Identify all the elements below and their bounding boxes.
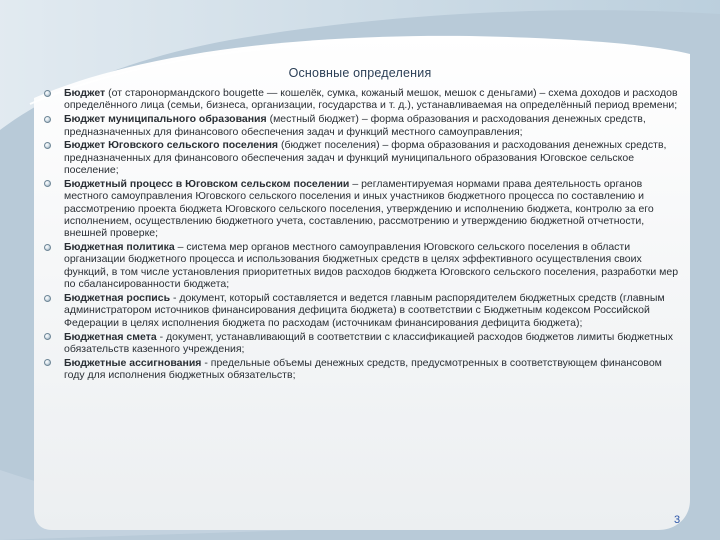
- bullet-icon: [44, 142, 51, 149]
- slide-title: Основные определения: [288, 66, 432, 80]
- page-number: 3: [674, 514, 681, 526]
- definition-item: [44, 87, 684, 112]
- definition-text: – регламентируемая нормами права деятельность органов местного самоуправления Юговского сельского поселения и иных участников бюджетного процесса по составлению и рассмотрению проекта бюджета Юговского сельского поселения, утверждению и исполнению бюджета, контролю за его исполнением, осуществлению бюджетного учета, составлению, рассмотрению и утверждению бюджетной отчетности, внешней проверке;: [64, 177, 654, 240]
- definition-item: [44, 241, 684, 290]
- definition-text: – система мер органов местного самоуправления Юговского сельского поселения в области организации бюджетного процесса и использования бюджетных средств в целях эффективного осуществления своих функций, в том числе установления приоритетных видов расходов бюджета Юговского сельского поселения, разработки мер по сбалансированности бюджета;: [64, 241, 679, 291]
- definition-item: [44, 178, 684, 240]
- definition-term: Бюджетные ассигнования: [64, 356, 202, 369]
- definition-list: [44, 87, 684, 383]
- definition-term: Бюджетный процесс в Юговском сельском поселении: [64, 177, 350, 190]
- definition-term: Бюджетная роспись: [64, 292, 171, 304]
- bullet-icon: [44, 333, 51, 340]
- bullet-icon: [44, 244, 51, 251]
- definition-term: Бюджетная политика: [64, 241, 175, 254]
- definition-item: [44, 357, 684, 382]
- definition-term: Бюджетная смета: [64, 330, 157, 343]
- bullet-icon: [44, 180, 51, 187]
- bullet-icon: [44, 295, 51, 302]
- definition-text: (местный бюджет) – форма образования и расходования денежных средств, предназначенных для финансового обеспечения задач и функций местного самоуправления;: [64, 113, 646, 138]
- definition-text: - документ, который составляется и ведется главным распорядителем бюджетных средств (главным администратором источников финансирования дефицита бюджета) в соответствии с Бюджетным кодексом Российской Федерации в целях исполнения бюджета по расходам (источникам финансирования дефицита бюджета);: [64, 292, 665, 329]
- definition-item: [44, 113, 684, 138]
- definition-item: [44, 331, 684, 356]
- definition-term: Бюджет: [64, 87, 106, 99]
- definition-item: [44, 139, 684, 176]
- bullet-icon: [44, 116, 51, 123]
- definition-term: Бюджет муниципального образования: [64, 113, 267, 126]
- definition-text: - документ, устанавливающий в соответствии с классификацией расходов бюджетов лимиты бюджетных обязательств казенного учреждения;: [64, 330, 673, 355]
- definition-term: Бюджет Юговского сельского поселения: [64, 139, 279, 152]
- definition-text: (бюджет поселения) – форма образования и расходования денежных средств, предназначенных для финансового обеспечения задач и функций муниципального образования Юговское сельское поселение;: [64, 139, 667, 177]
- bullet-icon: [44, 90, 51, 97]
- definition-text: - предельные объемы денежных средств, предусмотренных в соответствующем финансовом году для исполнения бюджетных обязательств;: [64, 356, 662, 382]
- definition-item: [44, 292, 684, 329]
- bullet-icon: [44, 359, 51, 366]
- definition-text: (от старонормандского bougette — кошелёк, сумка, кожаный мешок, мешок с деньгами) – схема доходов и расходов определённого лица (семьи, бизнеса, организации, государства и т. д.), устанавливаемая на определённый период времени;: [64, 87, 678, 112]
